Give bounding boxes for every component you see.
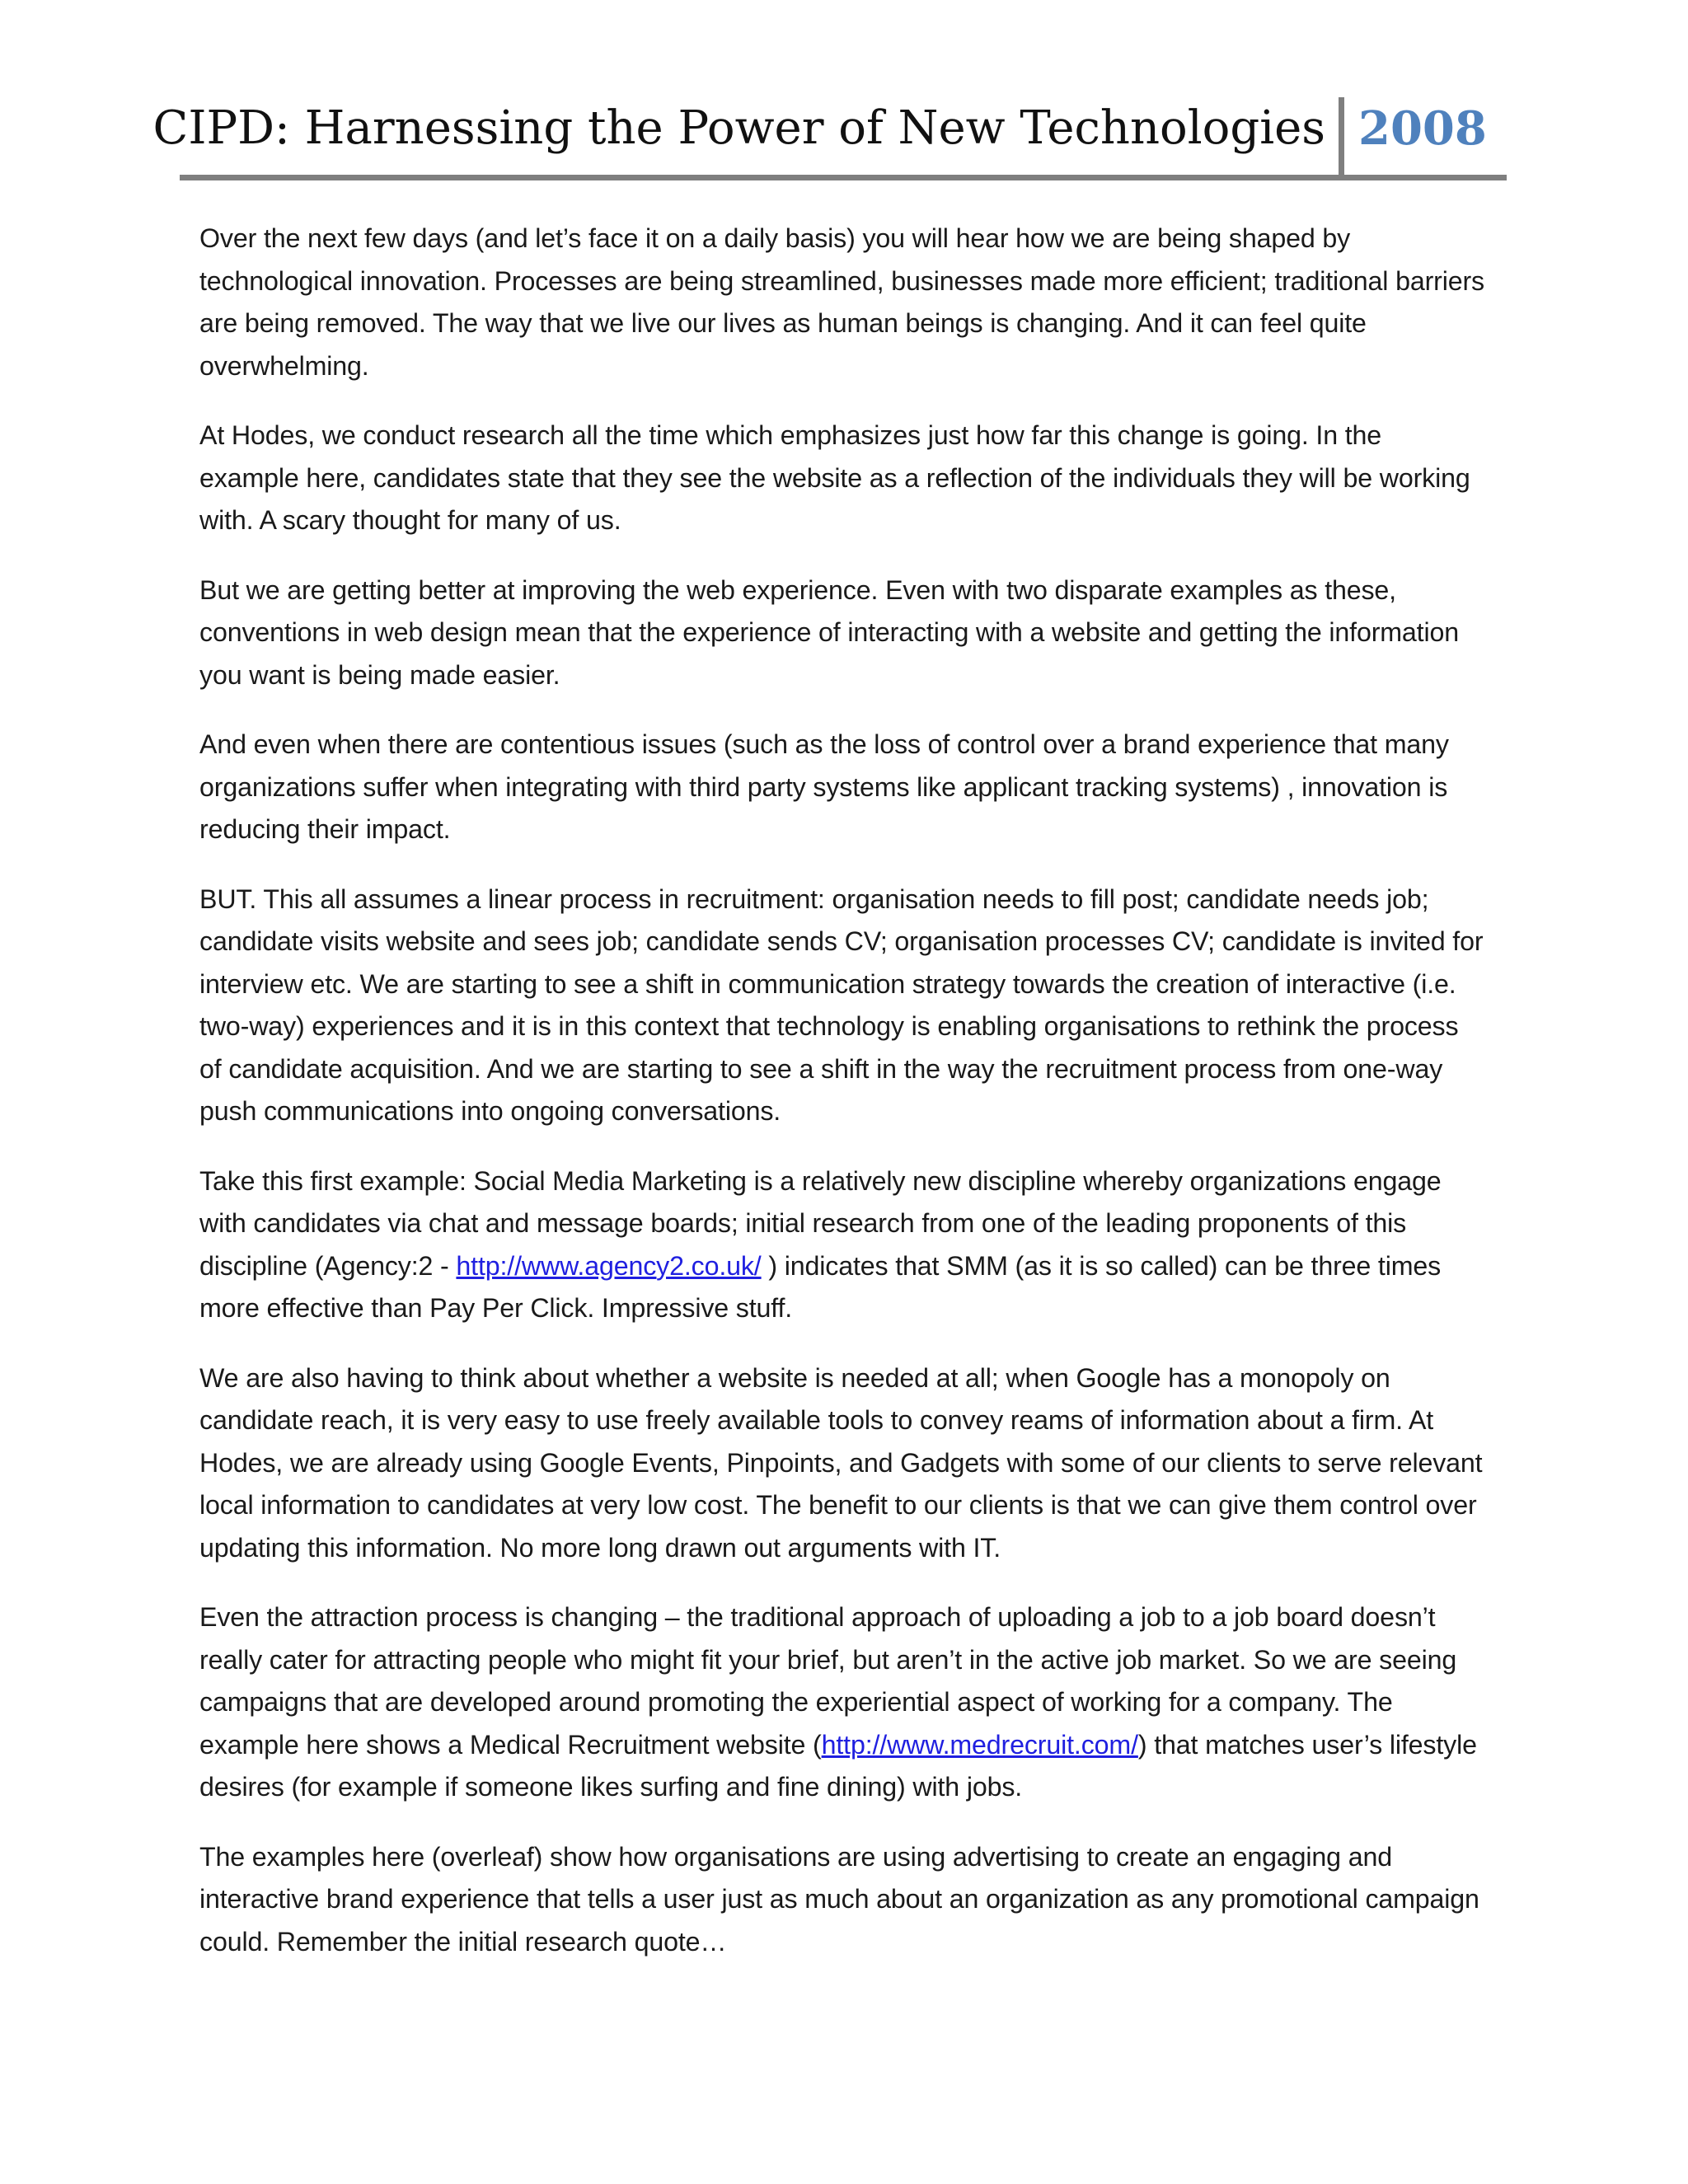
document-body xyxy=(199,218,1485,1990)
paragraph-contentious-issues: And even when there are contentious issues (such as the loss of control over a brand experience that many organizations suffer when integrating with third party systems like applicant tracking systems) , innovation is reducing their impact. xyxy=(199,729,1449,844)
paragraph-linear-process: BUT. This all assumes a linear process in recruitment: organisation needs to fill post; candidate needs job; candidate visits website and sees job; candidate sends CV; organisation processes CV; candidate is invited for interview etc. We are starting to see a shift in communication strategy towards the creation of interactive (i.e. two-way) experiences and it is in this context that technology is enabling organisations to rethink the process of candidate acquisition. And we are starting to see a shift in the way the recruitment process from one-way push communications into ongoing conversations. xyxy=(199,883,1484,1126)
paragraph-google-tools: We are also having to think about whether a website is needed at all; when Google has a monopoly on candidate reach, it is very easy to use freely available tools to convey reams of information about a firm. At Hodes, we are already using Google Events, Pinpoints, and Gadgets with some of our clients to serve relevant local information to candidates at very low cost. The benefit to our clients is that we can give them control over updating this information. No more long drawn out arguments with IT. xyxy=(199,1362,1483,1563)
paragraph-attraction-text-before: Even the attraction process is changing – the traditional approach of uploading a job to a job board doesn’t really cater for attracting people who might fit your brief, but aren’t in the active job market. So we are seeing campaigns that are developed around promoting the experiential aspect of working for a company. The example here shows a Medical Recruitment website ( xyxy=(199,1602,1457,1760)
agency2-link[interactable]: http://www.agency2.co.uk/ xyxy=(456,1250,762,1281)
page-header xyxy=(152,97,1507,180)
header-rule xyxy=(180,175,1507,180)
paragraph-web-experience: But we are getting better at improving the web experience. Even with two disparate examples as these, conventions in web design mean that the experience of interacting with a website and getting the information you want is being made easier. xyxy=(199,574,1459,690)
document-year: 2008 xyxy=(1358,101,1487,156)
paragraph-attraction-process xyxy=(199,1596,1485,1809)
paragraph-social-media xyxy=(199,1160,1485,1330)
paragraph-social-media-text-after: ) indicates that SMM (as it is so called) can be three times more effective than Pay Per Click. Impressive stuff. xyxy=(199,1250,1442,1323)
paragraph-attraction-text-after: ) that matches user’s lifestyle desires (for example if someone likes surfing and fine dining) with jobs. xyxy=(199,1729,1477,1802)
paragraph-hodes-research: At Hodes, we conduct research all the time which emphasizes just how far this change is going. In the example here, candidates state that they see the website as a reflection of the individuals they will be working with. A scary thought for many of us. xyxy=(199,420,1470,535)
paragraph-social-media-text-before: Take this first example: Social Media Marketing is a relatively new discipline whereby organizations engage with candidates via chat and message boards; initial research from one of the leading proponents of this discipline (Agency:2 - xyxy=(199,1165,1442,1281)
document-title: CIPD: Harnessing the Power of New Technologies xyxy=(152,101,1325,155)
paragraph-examples: The examples here (overleaf) show how organisations are using advertising to create an engaging and interactive brand experience that tells a user just as much about an organization as any promotional campaign could. Remember the initial research quote… xyxy=(199,1841,1479,1957)
paragraph-intro: Over the next few days (and let’s face it on a daily basis) you will hear how we are being shaped by technological innovation. Processes are being streamlined, businesses made more efficient; traditional barriers are being removed. The way that we live our lives as human beings is changing. And it can feel quite overwhelming. xyxy=(199,223,1484,381)
medrecruit-link[interactable]: http://www.medrecruit.com/ xyxy=(821,1729,1138,1760)
header-divider xyxy=(1339,97,1344,180)
